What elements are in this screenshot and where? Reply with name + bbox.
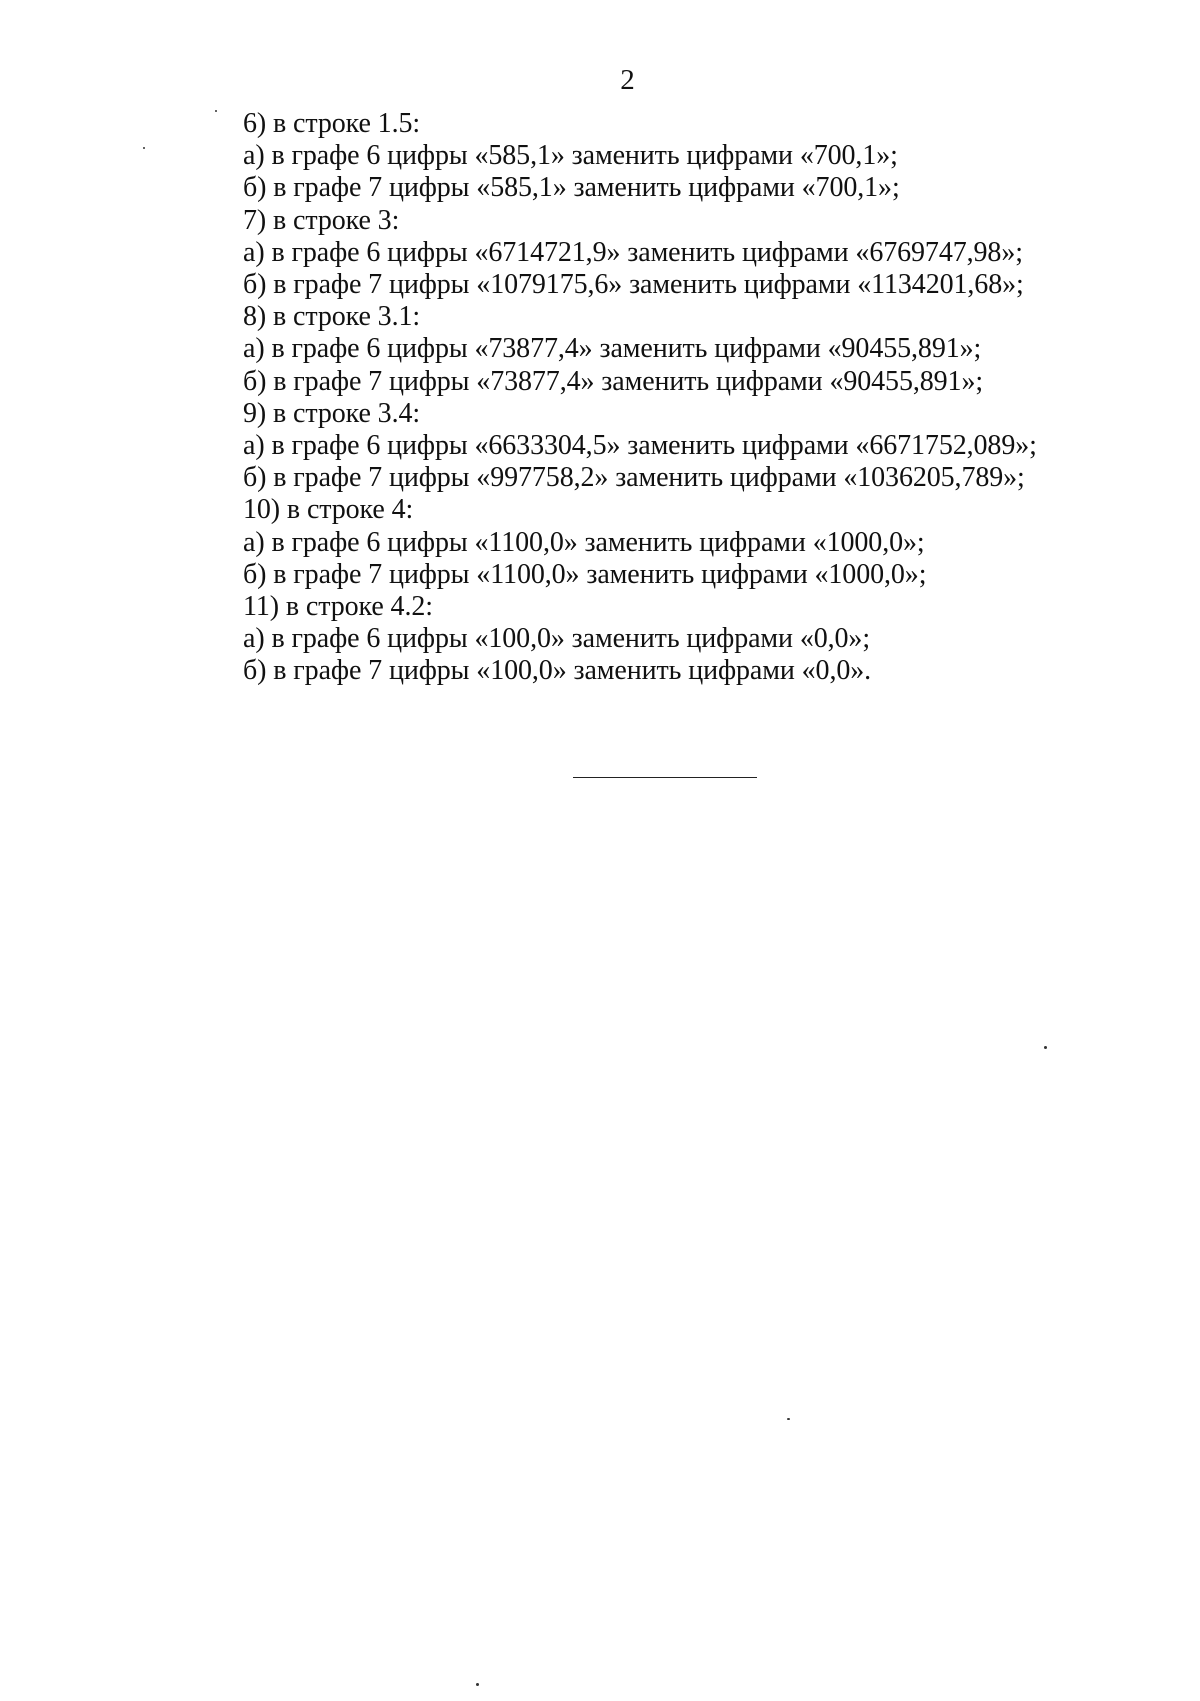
amendment-line: б) в графе 7 цифры «997758,2» заменить цифрами «1036205,789»; (243, 462, 1025, 494)
amendment-line: а) в графе 6 цифры «100,0» заменить цифрами «0,0»; (243, 623, 871, 655)
amendment-line: б) в графе 7 цифры «100,0» заменить цифрами «0,0». (243, 655, 872, 687)
amendment-line: 11) в строке 4.2: (243, 591, 433, 623)
amendment-line: а) в графе 6 цифры «6714721,9» заменить цифрами «6769747,98»; (243, 236, 1023, 268)
amendment-line: а) в графе 6 цифры «73877,4» заменить цифрами «90455,891»; (243, 333, 982, 365)
amendment-line: 8) в строке 3.1: (243, 301, 421, 333)
amendment-line: б) в графе 7 цифры «73877,4» заменить цифрами «90455,891»; (243, 365, 984, 397)
amendment-line: 6) в строке 1.5: (243, 108, 421, 139)
scan-speck (143, 147, 145, 149)
scan-speck (787, 1418, 790, 1420)
scan-speck (1044, 1046, 1047, 1049)
amendment-line: а) в графе 6 цифры «6633304,5» заменить цифрами «6671752,089»; (243, 430, 1037, 462)
amendment-line: а) в графе 6 цифры «1100,0» заменить цифрами «1000,0»; (243, 526, 925, 558)
amendment-line: б) в графе 7 цифры «1100,0» заменить цифрами «1000,0»; (243, 558, 927, 590)
scan-speck (476, 1683, 479, 1686)
amendment-line: 7) в строке 3: (243, 204, 400, 236)
amendment-line: 9) в строке 3.4: (243, 397, 421, 429)
scan-speck (215, 110, 217, 112)
end-of-text-rule (573, 777, 757, 778)
amendment-line: 10) в строке 4: (243, 494, 414, 526)
amendment-line: а) в графе 6 цифры «585,1» заменить цифрами «700,1»; (243, 140, 898, 172)
amendment-line: б) в графе 7 цифры «585,1» заменить цифрами «700,1»; (243, 172, 900, 204)
amendment-line: б) в графе 7 цифры «1079175,6» заменить цифрами «1134201,68»; (243, 269, 1024, 301)
page-number: 2 (620, 64, 635, 96)
amendments-list (243, 108, 1143, 688)
